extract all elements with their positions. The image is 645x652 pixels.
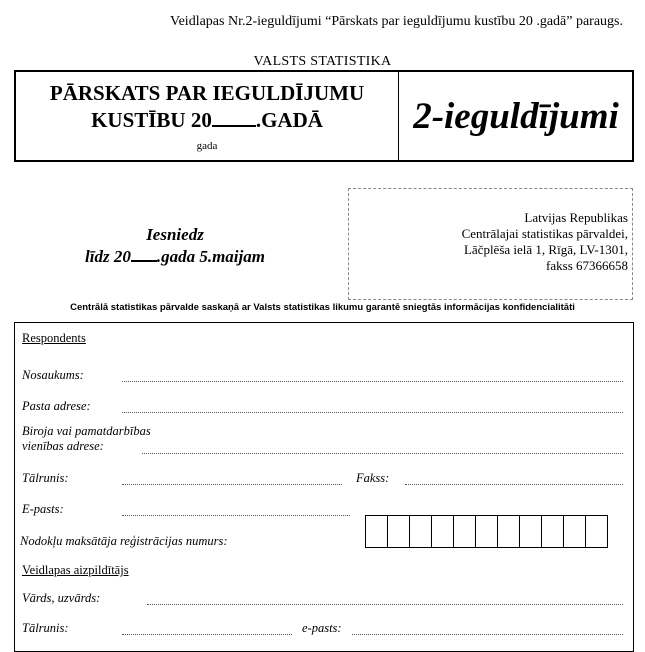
tax-digit-cell[interactable] <box>432 516 454 547</box>
tax-digit-cell[interactable] <box>410 516 432 547</box>
email-field[interactable] <box>122 515 350 516</box>
deadline-prefix: līdz 20 <box>85 247 131 266</box>
filler-email-field[interactable] <box>352 634 623 635</box>
form-code: 2-ieguldījumi <box>413 95 619 137</box>
tax-digit-cell[interactable] <box>564 516 586 547</box>
report-title <box>16 80 398 134</box>
agency-name: VALSTS STATISTIKA <box>253 54 392 69</box>
office-address-label-line2: vienības adrese: <box>22 439 104 453</box>
year-caption: gada <box>196 140 218 152</box>
name-field[interactable] <box>122 381 623 382</box>
fullname-field[interactable] <box>147 604 623 605</box>
tax-number-label: Nodokļu maksātāja reģistrācijas numurs: <box>20 534 228 548</box>
report-title-line2 <box>16 107 398 134</box>
report-title-line1: PĀRSKATS PAR IEGULDĪJUMU <box>49 81 365 105</box>
tax-digit-cell[interactable] <box>454 516 476 547</box>
postal-address-field[interactable] <box>122 412 623 413</box>
tax-digit-cell[interactable] <box>498 516 520 547</box>
deadline-suffix: .gada 5.maijam <box>156 247 265 266</box>
respondent-form-box <box>14 322 634 652</box>
deadline-line1: Iesniedz <box>146 225 204 244</box>
confidentiality-notice: Centrālā statistikas pārvalde saskaņā ar Valsts statistikas likumu garantē sniegtās informācijas konfidencialitāti <box>70 302 575 313</box>
tax-digit-cell[interactable] <box>388 516 410 547</box>
tax-digit-cell[interactable] <box>542 516 564 547</box>
address-line: Centrālajai statistikas pārvaldei, <box>461 226 628 241</box>
filler-phone-field[interactable] <box>122 634 292 635</box>
phone-label: Tālrunis: <box>22 471 69 485</box>
year-blank[interactable] <box>212 107 256 127</box>
fax-label: Fakss: <box>356 471 390 485</box>
deadline-year-blank[interactable] <box>131 246 157 262</box>
address-line: Latvijas Republikas <box>524 210 628 225</box>
tax-number-cells[interactable] <box>365 515 608 548</box>
office-address-field[interactable] <box>142 453 623 454</box>
name-label: Nosaukums: <box>22 368 84 382</box>
email-label: E-pasts: <box>22 502 64 516</box>
respondent-heading: Respondents <box>22 331 86 345</box>
submission-deadline <box>40 224 310 268</box>
fax-field[interactable] <box>405 484 623 485</box>
tax-digit-cell[interactable] <box>476 516 498 547</box>
title-year-prefix: KUSTĪBU 20 <box>91 108 212 132</box>
address-line: fakss 67366658 <box>546 258 628 273</box>
tax-digit-cell[interactable] <box>520 516 542 547</box>
phone-field[interactable] <box>122 484 342 485</box>
filler-email-label: e-pasts: <box>302 621 342 635</box>
office-address-label-line1: Biroja vai pamatdarbības <box>22 424 151 438</box>
form-filler-heading: Veidlapas aizpildītājs <box>22 563 129 577</box>
form-sample-note: Veidlapas Nr.2-ieguldījumi “Pārskats par ieguldījumu kustību 20 .gadā” paraugs. <box>170 14 623 29</box>
deadline-line2 <box>40 246 310 268</box>
tax-digit-cell[interactable] <box>586 516 608 547</box>
postal-address-label: Pasta adrese: <box>22 399 91 413</box>
tax-digit-cell[interactable] <box>366 516 388 547</box>
header-divider <box>398 72 399 160</box>
recipient-address <box>352 210 628 274</box>
title-year-suffix: .GADĀ <box>255 108 323 132</box>
fullname-label: Vārds, uzvārds: <box>22 591 101 605</box>
filler-phone-label: Tālrunis: <box>22 621 69 635</box>
address-line: Lāčplēša ielā 1, Rīgā, LV-1301, <box>463 242 628 257</box>
